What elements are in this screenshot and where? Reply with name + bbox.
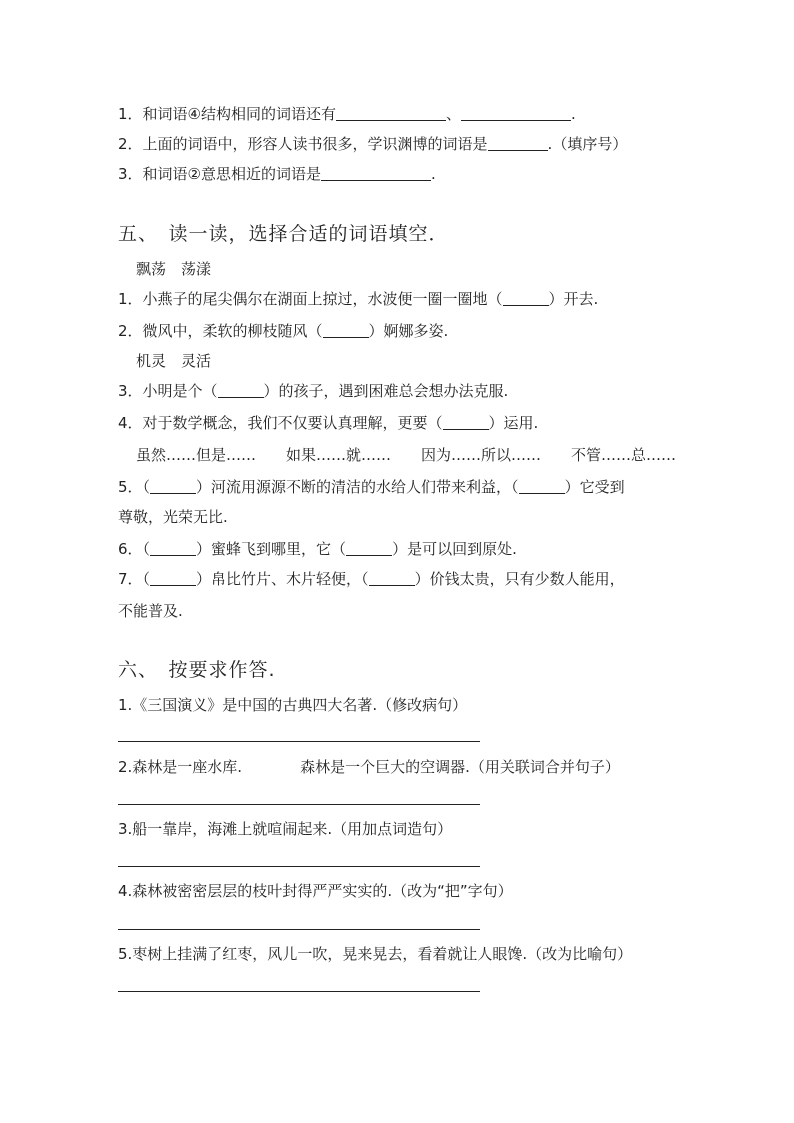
answer-blank[interactable] bbox=[150, 478, 196, 494]
q4-item-2-text: 2．上面的词语中，形容人读书很多，学识渊博的词语是 bbox=[118, 135, 488, 153]
s5-item-6-end: ）是可以回到原处. bbox=[392, 540, 517, 558]
answer-blank[interactable] bbox=[336, 104, 446, 121]
answer-blank[interactable] bbox=[218, 382, 264, 398]
answer-blank[interactable] bbox=[150, 540, 196, 556]
s5-item-6 bbox=[118, 538, 517, 560]
s5-item-5-end: ）它受到 bbox=[564, 478, 625, 496]
s5-item-6-start: 6．（ bbox=[118, 540, 151, 558]
s5-item-3-end: ）的孩子，遇到困难总会想办法克服. bbox=[263, 382, 509, 400]
answer-line[interactable] bbox=[118, 991, 480, 992]
section-5-title: 五、 读一读，选择合适的词语填空． bbox=[118, 223, 449, 245]
answer-line[interactable] bbox=[118, 929, 480, 930]
s6-item-1: 1.《三国演义》是中国的古典四大名著.（修改病句） bbox=[118, 696, 468, 714]
q4-item-2-hint: .（填序号） bbox=[547, 135, 628, 153]
s6-item-2-part2: 森林是一个巨大的空调器.（用关联词合并句子） bbox=[300, 758, 620, 776]
word-options-1: 飘荡 荡漾 bbox=[136, 260, 212, 278]
s5-item-1 bbox=[118, 288, 598, 310]
s5-item-3-text: 3．小明是个（ bbox=[118, 382, 218, 400]
s5-item-4-text: 4．对于数学概念，我们不仅要认真理解，更要（ bbox=[118, 414, 443, 432]
q4-item-1 bbox=[118, 103, 576, 125]
s5-item-5 bbox=[118, 476, 625, 498]
answer-line[interactable] bbox=[118, 804, 480, 805]
answer-blank[interactable] bbox=[346, 540, 392, 556]
s5-item-3 bbox=[118, 380, 508, 402]
s5-item-2-text: 2．微风中，柔软的柳枝随风（ bbox=[118, 322, 323, 340]
answer-blank[interactable] bbox=[488, 134, 548, 151]
word-options-2: 机灵 灵活 bbox=[136, 352, 212, 370]
answer-line[interactable] bbox=[118, 866, 480, 867]
s5-item-2-end: ）婀娜多姿. bbox=[368, 322, 449, 340]
s6-item-3: 3.船一靠岸，海滩上就喧闹起来.（用加点词造句） bbox=[118, 820, 453, 838]
s5-item-5-cont: 尊敬，光荣无比. bbox=[118, 508, 228, 526]
s5-item-4-end: ）运用. bbox=[488, 414, 539, 432]
q4-item-1-text: 1．和词语④结构相同的词语还有 bbox=[118, 105, 336, 123]
s5-item-1-text: 1．小燕子的尾尖偶尔在湖面上掠过，水波便一圈一圈地（ bbox=[118, 290, 503, 308]
period: . bbox=[571, 105, 576, 123]
answer-blank[interactable] bbox=[150, 570, 196, 586]
answer-line[interactable] bbox=[118, 741, 480, 742]
s5-item-7-start: 7．（ bbox=[118, 570, 151, 588]
s5-item-7-cont: 不能普及. bbox=[118, 602, 183, 620]
answer-blank[interactable] bbox=[323, 322, 369, 338]
word-options-3: 虽然……但是…… 如果……就…… 因为……所以…… 不管……总…… bbox=[136, 446, 677, 464]
answer-blank[interactable] bbox=[443, 414, 489, 430]
q4-item-3-text: 3．和词语②意思相近的词语是 bbox=[118, 165, 321, 183]
period: . bbox=[431, 165, 436, 183]
answer-blank[interactable] bbox=[461, 104, 571, 121]
s5-item-5-mid: ）河流用源源不断的清洁的水给人们带来利益，（ bbox=[196, 478, 519, 496]
q4-item-3 bbox=[118, 163, 436, 185]
s5-item-2 bbox=[118, 320, 448, 342]
s5-item-7-mid: ）帛比竹片、木片轻便，（ bbox=[196, 570, 369, 588]
s5-item-1-end: ）开去. bbox=[548, 290, 599, 308]
s5-item-5-start: 5．（ bbox=[118, 478, 151, 496]
q4-item-2 bbox=[118, 133, 627, 155]
s5-item-4 bbox=[118, 412, 538, 434]
s6-item-4: 4.森林被密密层层的枝叶封得严严实实的.（改为“把”字句） bbox=[118, 882, 513, 900]
s6-item-5: 5.枣树上挂满了红枣，风儿一吹，晃来晃去，看着就让人眼馋.（改为比喻句） bbox=[118, 945, 633, 963]
s5-item-6-mid: ）蜜蜂飞到哪里，它（ bbox=[196, 540, 347, 558]
s5-item-7 bbox=[118, 568, 625, 590]
answer-blank[interactable] bbox=[321, 164, 431, 181]
s6-item-2-part1: 2.森林是一座水库. bbox=[118, 758, 243, 776]
answer-blank[interactable] bbox=[503, 290, 549, 306]
section-6-title: 六、 按要求作答. bbox=[118, 659, 276, 681]
separator: 、 bbox=[446, 105, 462, 123]
s6-item-2 bbox=[118, 756, 620, 778]
answer-blank[interactable] bbox=[369, 570, 415, 586]
s5-item-7-end: ）价钱太贵，只有少数人能用， bbox=[414, 570, 625, 588]
answer-blank[interactable] bbox=[519, 478, 565, 494]
